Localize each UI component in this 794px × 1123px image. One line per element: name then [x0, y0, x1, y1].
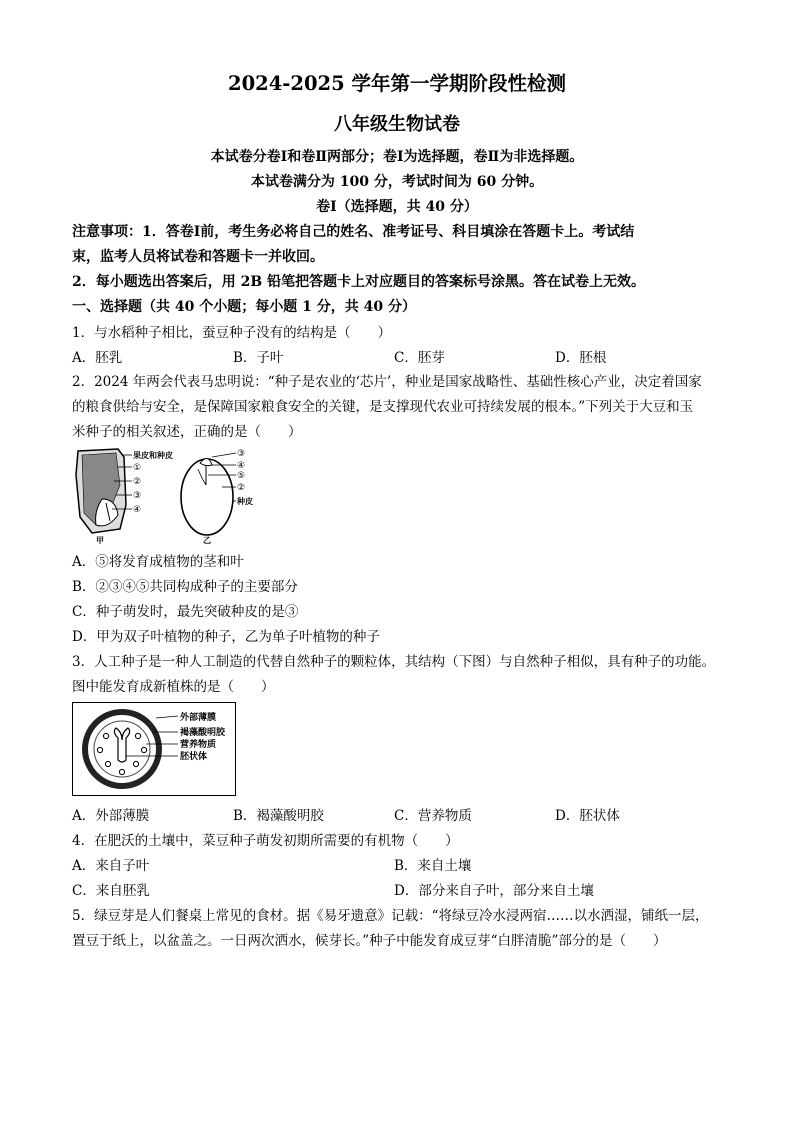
exam-subtitle: 八年级生物试卷 — [334, 114, 460, 135]
bean-seed-diagram — [181, 453, 236, 535]
q2-option-c: C．种子萌发时，最先突破种皮的是③ — [72, 604, 299, 620]
q3-option-a: A．外部薄膜 — [72, 808, 150, 824]
q4-option-a: A．来自子叶 — [72, 858, 150, 874]
q2-option-b: B．②③④⑤共同构成种子的主要部分 — [72, 579, 298, 595]
q3-option-c: C．营养物质 — [394, 808, 472, 824]
q5-stem-1: 5．绿豆芽是人们餐桌上常见的食材。据《易牙遗意》记载：“将绿豆冷水浸两宿……以水洒湿，铺纸一层， — [72, 908, 709, 924]
q1-option-c: C．胚芽 — [394, 350, 445, 366]
fig-num-right-1: ③ — [237, 449, 246, 459]
label-jia: 甲 — [96, 536, 104, 545]
q3-option-d: D．胚状体 — [555, 808, 620, 824]
label-alginate: 褐藻酸明胶 — [180, 728, 226, 738]
corn-seed-diagram — [76, 449, 132, 533]
q1-option-a: A．胚乳 — [72, 350, 123, 366]
fig-num-left-2: ② — [133, 477, 142, 487]
q4-option-b: B．来自土壤 — [394, 858, 472, 874]
q3-artificial-seed-figure — [72, 702, 236, 796]
fig-num-right-3: ⑤ — [237, 471, 246, 481]
notes-line-3: 2．每小题选出答案后，用 2B 铅笔把答题卡上对应题目的答案标号涂黑。答在试卷上无效。 — [72, 274, 646, 290]
q2-option-a: A．⑤将发育成植物的茎和叶 — [72, 554, 244, 570]
q1-option-b: B．子叶 — [233, 350, 284, 366]
q2-stem-3: 米种子的相关叙述，正确的是（ ） — [72, 424, 302, 440]
section-heading: 卷Ⅰ（选择题，共 40 分） — [316, 199, 478, 215]
q2-seed-figure — [72, 445, 257, 545]
exam-info-2: 本试卷满分为 100 分，考试时间为 60 分钟。 — [250, 174, 544, 190]
q4-option-d: D．部分来自子叶，部分来自土壤 — [394, 883, 594, 899]
q4-option-c: C．来自胚乳 — [72, 883, 150, 899]
q3-stem-2: 图中能发育成新植株的是（ ） — [72, 679, 275, 695]
label-guopi: 果皮和种皮 — [133, 451, 173, 460]
fig-num-left-1: ① — [133, 463, 142, 473]
part1-heading: 一、选择题（共 40 个小题；每小题 1 分，共 40 分） — [72, 299, 416, 315]
exam-title: 2024-2025 学年第一学期阶段性检测 — [228, 72, 566, 95]
q3-option-b: B．褐藻酸明胶 — [233, 808, 324, 824]
q4-stem: 4．在肥沃的土壤中，菜豆种子萌发初期所需要的有机物（ ） — [72, 833, 459, 849]
q3-stem-1: 3．人工种子是一种人工制造的代替自然种子的颗粒体，其结构（下图）与自然种子相似，具有种子的功能。 — [72, 654, 716, 670]
label-outer-film: 外部薄膜 — [180, 713, 217, 723]
fig-num-right-4: ② — [237, 483, 246, 493]
label-zhongpi: 种皮 — [237, 497, 253, 506]
notes-line-1: 注意事项：1．答卷Ⅰ前，考生务必将自己的姓名、准考证号、科目填涂在答题卡上。考试结 — [72, 224, 635, 240]
q5-stem-2: 置豆于纸上，以盆盖之。一日两次洒水，候芽长。”种子中能发育成豆芽“白胖清脆”部分的是（ ） — [72, 933, 667, 949]
notes-line-2: 束，监考人员将试卷和答题卡一并收回。 — [72, 249, 324, 265]
exam-info-1: 本试卷分卷Ⅰ和卷Ⅱ两部分；卷Ⅰ为选择题，卷Ⅱ为非选择题。 — [210, 149, 584, 165]
q2-stem-2: 的粮食供给与安全，是保障国家粮食安全的关键，是支撑现代农业可持续发展的根本。”下列关于大豆和玉 — [72, 399, 694, 415]
label-yi: 乙 — [203, 536, 211, 545]
fig-num-left-3: ③ — [133, 491, 142, 501]
label-nutrients: 营养物质 — [180, 740, 217, 750]
q1-option-d: D．胚根 — [555, 350, 607, 366]
q2-option-d: D．甲为双子叶植物的种子，乙为单子叶植物的种子 — [72, 629, 380, 645]
fig-num-right-2: ④ — [237, 461, 246, 471]
fig-num-left-4: ④ — [133, 505, 142, 515]
q1-stem: 1．与水稻种子相比，蚕豆种子没有的结构是（ ） — [72, 325, 392, 341]
label-embryoid: 胚状体 — [180, 752, 208, 762]
q2-stem-1: 2．2024 年两会代表马忠明说：“种子是农业的‘芯片’，种业是国家战略性、基础性核心产业，决定着国家 — [72, 374, 702, 390]
